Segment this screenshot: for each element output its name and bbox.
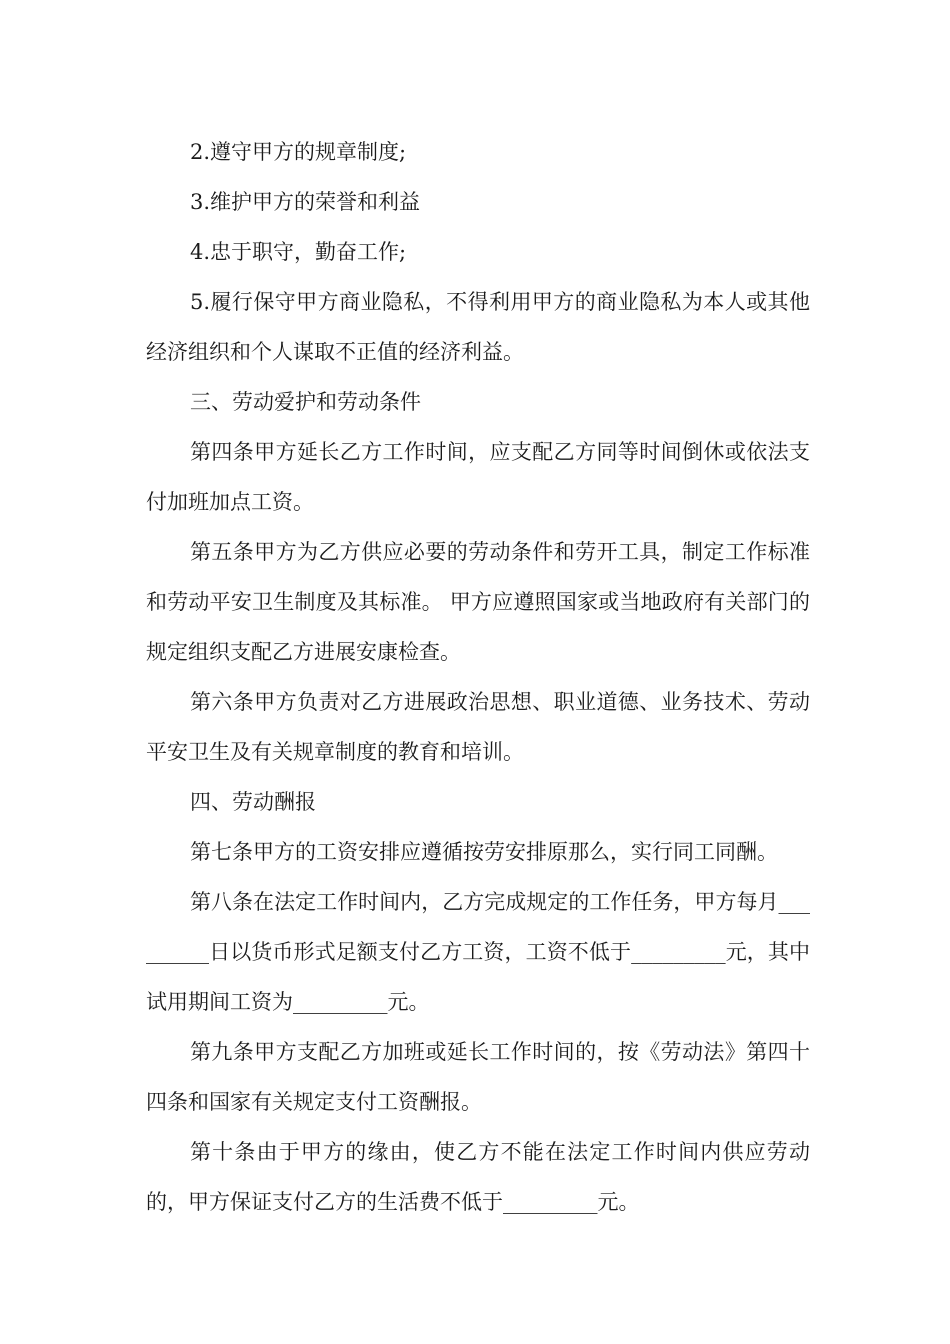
paragraph-obligation-2: 2.遵守甲方的规章制度; — [190, 140, 407, 164]
paragraph-obligation-4: 4.忠于职守，勤奋工作; — [190, 240, 407, 264]
paragraph-article-9: 第九条甲方支配乙方加班或延长工作时间的，按《劳动法》第四十四条和国家有关规定支付工资酬报。 — [146, 1040, 810, 1114]
document-body — [146, 127, 810, 1227]
paragraph-article-6: 第六条甲方负责对乙方进展政治思想、职业道德、业务技术、劳动平安卫生及有关规章制度的教育和培训。 — [146, 690, 810, 764]
section-heading-4: 四、劳动酬报 — [190, 790, 316, 814]
paragraph-obligation-3: 3.维护甲方的荣誉和利益 — [190, 190, 421, 214]
section-heading-3: 三、劳动爱护和劳动条件 — [190, 390, 421, 414]
paragraph-article-10: 第十条由于甲方的缘由，使乙方不能在法定工作时间内供应劳动的，甲方保证支付乙方的生活费不低于_________元。 — [146, 1140, 810, 1214]
paragraph-article-4: 第四条甲方延长乙方工作时间，应支配乙方同等时间倒休或依法支付加班加点工资。 — [146, 440, 810, 514]
paragraph-article-5: 第五条甲方为乙方供应必要的劳动条件和劳开工具，制定工作标准和劳动平安卫生制度及其标准。 甲方应遵照国家或当地政府有关部门的规定组织支配乙方进展安康检查。 — [146, 540, 810, 664]
paragraph-article-7: 第七条甲方的工资安排应遵循按劳安排原那么，实行同工同酬。 — [190, 840, 778, 864]
paragraph-obligation-5: 5.履行保守甲方商业隐私，不得利用甲方的商业隐私为本人或其他经济组织和个人谋取不正值的经济利益。 — [146, 290, 810, 364]
paragraph-article-8: 第八条在法定工作时间内，乙方完成规定的工作任务，甲方每月_________日以货币形式足额支付乙方工资，工资不低于_________元，其中试用期间工资为_________元。 — [146, 890, 810, 1014]
